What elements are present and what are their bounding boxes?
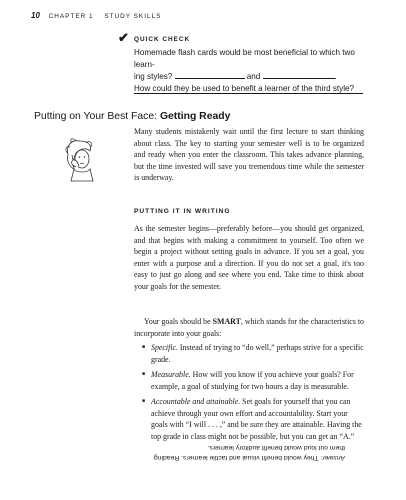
quick-check-line-2 (134, 71, 364, 83)
body-paragraph-2 (134, 316, 364, 339)
checkmark-icon: ✔ (118, 30, 129, 45)
list-item (142, 369, 364, 392)
smart-list (142, 342, 364, 446)
list-item-text: How will you know if you achieve your goals? For example, a goal of studying for two hours a day is measurable. (151, 370, 354, 391)
smart-intro-end: , which stands for the characteristics to incorporate into your goals: (134, 317, 364, 338)
quick-check-line-1: Homemade flash cards would be most beneficial to which two learn- (134, 48, 355, 69)
list-item-text: Set goals for yourself that you can achieve through your own effort and accountability. Start your goals with “I will . . . ,” and be sure they are attainable. Having the top grade in class might not be possible, but you can get an “A.” (151, 397, 362, 441)
quick-check-line-3: How could they be used to benefit a learner of the third style? (134, 84, 355, 93)
answer-blank-2[interactable] (263, 71, 335, 79)
answer-text: They would benefit visual and tactile learners. Reading them out loud would benefit auditory learners. (153, 444, 345, 461)
upside-down-answer (145, 442, 345, 462)
list-item-term: Accountable and attainable. (151, 397, 241, 406)
intro-paragraph: Many students mistakenly wait until the first lecture to start thinking about class. The key to starting your semester well is to be organized and ready when you enter the classroom. This takes advance planning, but the time invested will save you tremendous time while the semester is underway. (134, 127, 364, 182)
page-number: 10 (31, 11, 40, 20)
quick-check-and: and (246, 72, 261, 81)
list-item-text: Instead of trying to “do well,” perhaps strive for a specific grade. (151, 343, 364, 364)
quick-check-period: . (334, 72, 337, 81)
answer-blank-1[interactable] (175, 71, 245, 79)
smart-term: SMART (212, 317, 241, 326)
answer-line[interactable] (134, 93, 363, 94)
chapter-label: CHAPTER 1 (48, 13, 94, 20)
subsection-heading: PUTTING IT IN WRITING (134, 208, 231, 215)
section-heading-prefix: Putting on Your Best Face: (34, 111, 160, 122)
list-item (142, 396, 364, 442)
list-item-term: Specific. (151, 343, 178, 352)
section-heading (34, 111, 230, 122)
thinking-woman-illustration (60, 133, 106, 183)
list-item-term: Measurable. (151, 370, 191, 379)
quick-check-line-2-start: ing styles? (134, 72, 173, 81)
answer-label: Answer: (320, 454, 345, 461)
section-heading-bold: Getting Ready (159, 111, 231, 122)
quick-check-question (134, 47, 364, 95)
quick-check-label: QUICK CHECK (134, 36, 191, 43)
body-paragraph-1: As the semester begins—preferably before—you should get organized, and that begins with making a commitment to yourself. Too often we begin a project without setting goals in advance. If you set a goal, you enter with a purpose and a direction. If you do not set a goal, it's too easy to just go along and see where you end. Take time to think about your goals for the semester. (134, 224, 364, 291)
chapter-title: STUDY SKILLS (104, 13, 162, 20)
list-item (142, 342, 364, 365)
running-header (31, 11, 161, 20)
smart-intro-start: Your goals should be (144, 317, 213, 326)
